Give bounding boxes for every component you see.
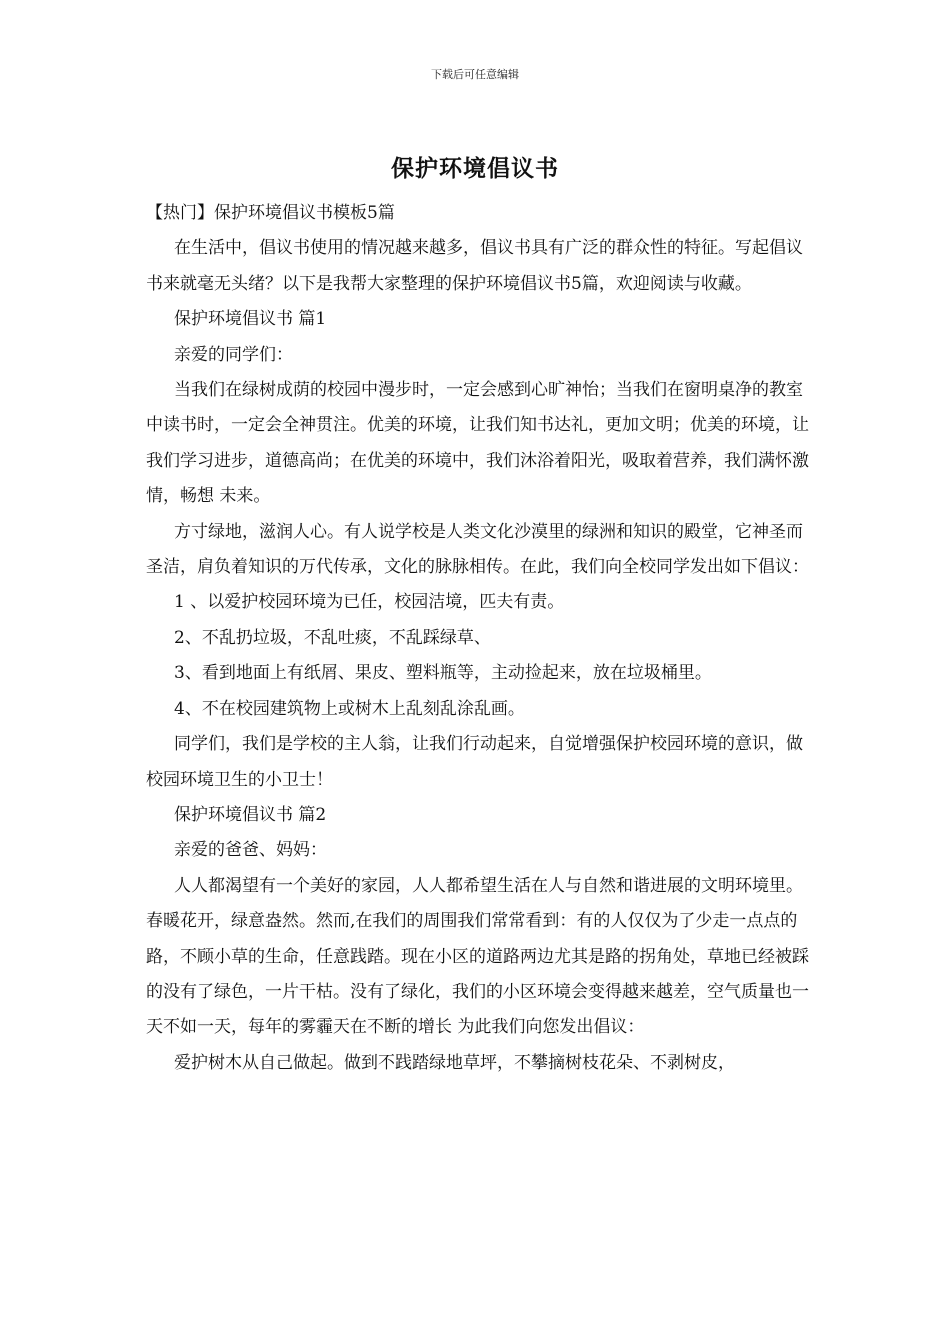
paragraph: 方寸绿地，滋润人心。有人说学校是人类文化沙漠里的绿洲和知识的殿堂，它神圣而圣洁，肩负着知识的万代传承，文化的脉脉相传。在此，我们向全校同学发出如下倡议： (146, 521, 809, 578)
paragraph: 当我们在绿树成荫的校园中漫步时，一定会感到心旷神怡；当我们在窗明桌净的教室中读书时，一定会全神贯注。优美的环境，让我们知书达礼，更加文明；优美的环境，让我们学习进步，道德高尚；在优美的环境中，我们沐浴着阳光，吸取着营养，我们满怀激情，畅想 未来。 (146, 380, 809, 507)
paragraph: 同学们，我们是学校的主人翁，让我们行动起来，自觉增强保护校园环境的意识，做校园环境卫生的小卫士！ (146, 734, 803, 790)
section-heading: 保护环境倡议书 篇1 (174, 309, 327, 330)
list-item: 3、看到地面上有纸屑、果皮、塑料瓶等，主动捡起来，放在垃圾桶里。 (174, 663, 712, 684)
paragraph: 在生活中，倡议书使用的情况越来越多，倡议书具有广泛的群众性的特征。写起倡议书来就毫无头绪？以下是我帮大家整理的保护环境倡议书5篇，欢迎阅读与收藏。 (146, 238, 803, 294)
header-note: 下载后可任意编辑 (431, 68, 519, 81)
paragraph: 人人都渴望有一个美好的家园，人人都希望生活在人与自然和谐进展的文明环境里。春暖花开，绿意盎然。然而,在我们的周围我们常常看到：有的人仅仅为了少走一点点的路，不顾小草的生命，任意践踏。现在小区的道路两边尤其是路的拐角处，草地已经被踩的没有了绿色，一片干枯。没有了绿化，我们的小区环境会变得越来越差，空气质量也一天不如一天，每年的雾霾天在不断的增长 为此我们向您发出倡议： (146, 875, 809, 1038)
document-title: 保护环境倡议书 (391, 155, 559, 182)
section-heading: 保护环境倡议书 篇2 (174, 804, 327, 825)
document-body (146, 196, 810, 1081)
list-item: 1 、以爱护校园环境为已任，校园洁境，匹夫有责。 (174, 592, 565, 613)
list-item: 2、不乱扔垃圾，不乱吐痰，不乱踩绿草、 (174, 627, 491, 648)
list-item: 4、不在校园建筑物上或树木上乱刻乱涂乱画。 (174, 698, 525, 719)
paragraph: 爱护树木从自己做起。做到不践踏绿地草坪，不攀摘树枝花朵、不剥树皮， (174, 1052, 735, 1073)
salutation: 亲爱的同学们： (174, 344, 293, 365)
paragraph: 【热门】保护环境倡议书模板5篇 (146, 203, 395, 223)
salutation: 亲爱的爸爸、妈妈： (174, 840, 327, 861)
